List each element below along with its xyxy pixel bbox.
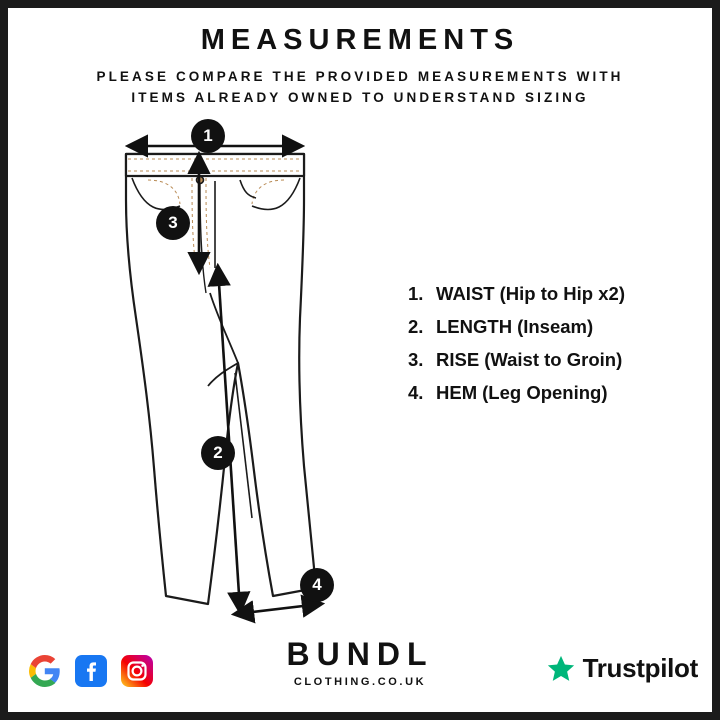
legend-description: (Waist to Groin) [484, 349, 623, 370]
footer [8, 622, 712, 702]
facebook-icon[interactable] [74, 654, 108, 688]
jeans-diagram [88, 118, 378, 628]
header [8, 24, 712, 109]
legend-label: HEM [436, 382, 478, 403]
hem-arrow [236, 604, 320, 614]
legend-label: WAIST [436, 283, 495, 304]
trustpilot-name: Trustpilot [582, 653, 698, 683]
marker-badge-length: 2 [201, 436, 235, 470]
marker-badge-hem: 4 [300, 568, 334, 602]
brand-logo [287, 636, 434, 688]
trustpilot-logo [546, 653, 698, 684]
jeans-technical-drawing-icon [88, 118, 378, 628]
legend-item-waist [408, 283, 698, 305]
page-title: MEASUREMENTS [200, 24, 520, 56]
legend-item-length [408, 316, 698, 338]
legend-item-rise [408, 349, 698, 371]
brand-domain: CLOTHING.CO.UK [293, 676, 427, 688]
subtitle-line-1: PLEASE COMPARE THE PROVIDED MEASUREMENTS WITH [96, 69, 624, 84]
page-subtitle [8, 67, 712, 109]
instagram-icon[interactable] [120, 654, 154, 688]
marker-badge-waist: 1 [191, 119, 225, 153]
legend-number: 1. [408, 283, 424, 304]
legend-description: (Inseam) [517, 316, 594, 337]
brand-name: BUNDL [286, 636, 434, 672]
legend-item-hem [408, 382, 698, 404]
legend-description: (Hip to Hip x2) [499, 283, 625, 304]
legend-number: 2. [408, 316, 424, 337]
google-icon[interactable] [28, 654, 62, 688]
legend-number: 4. [408, 382, 424, 403]
legend-label: RISE [436, 349, 480, 370]
legend-description: (Leg Opening) [482, 382, 608, 403]
legend-number: 3. [408, 349, 424, 370]
social-links [28, 654, 154, 688]
subtitle-line-2: ITEMS ALREADY OWNED TO UNDERSTAND SIZING [131, 89, 589, 105]
measurement-legend [408, 283, 698, 415]
legend-label: LENGTH [436, 316, 513, 337]
marker-badge-rise: 3 [156, 206, 190, 240]
trustpilot-star-icon [546, 654, 576, 684]
